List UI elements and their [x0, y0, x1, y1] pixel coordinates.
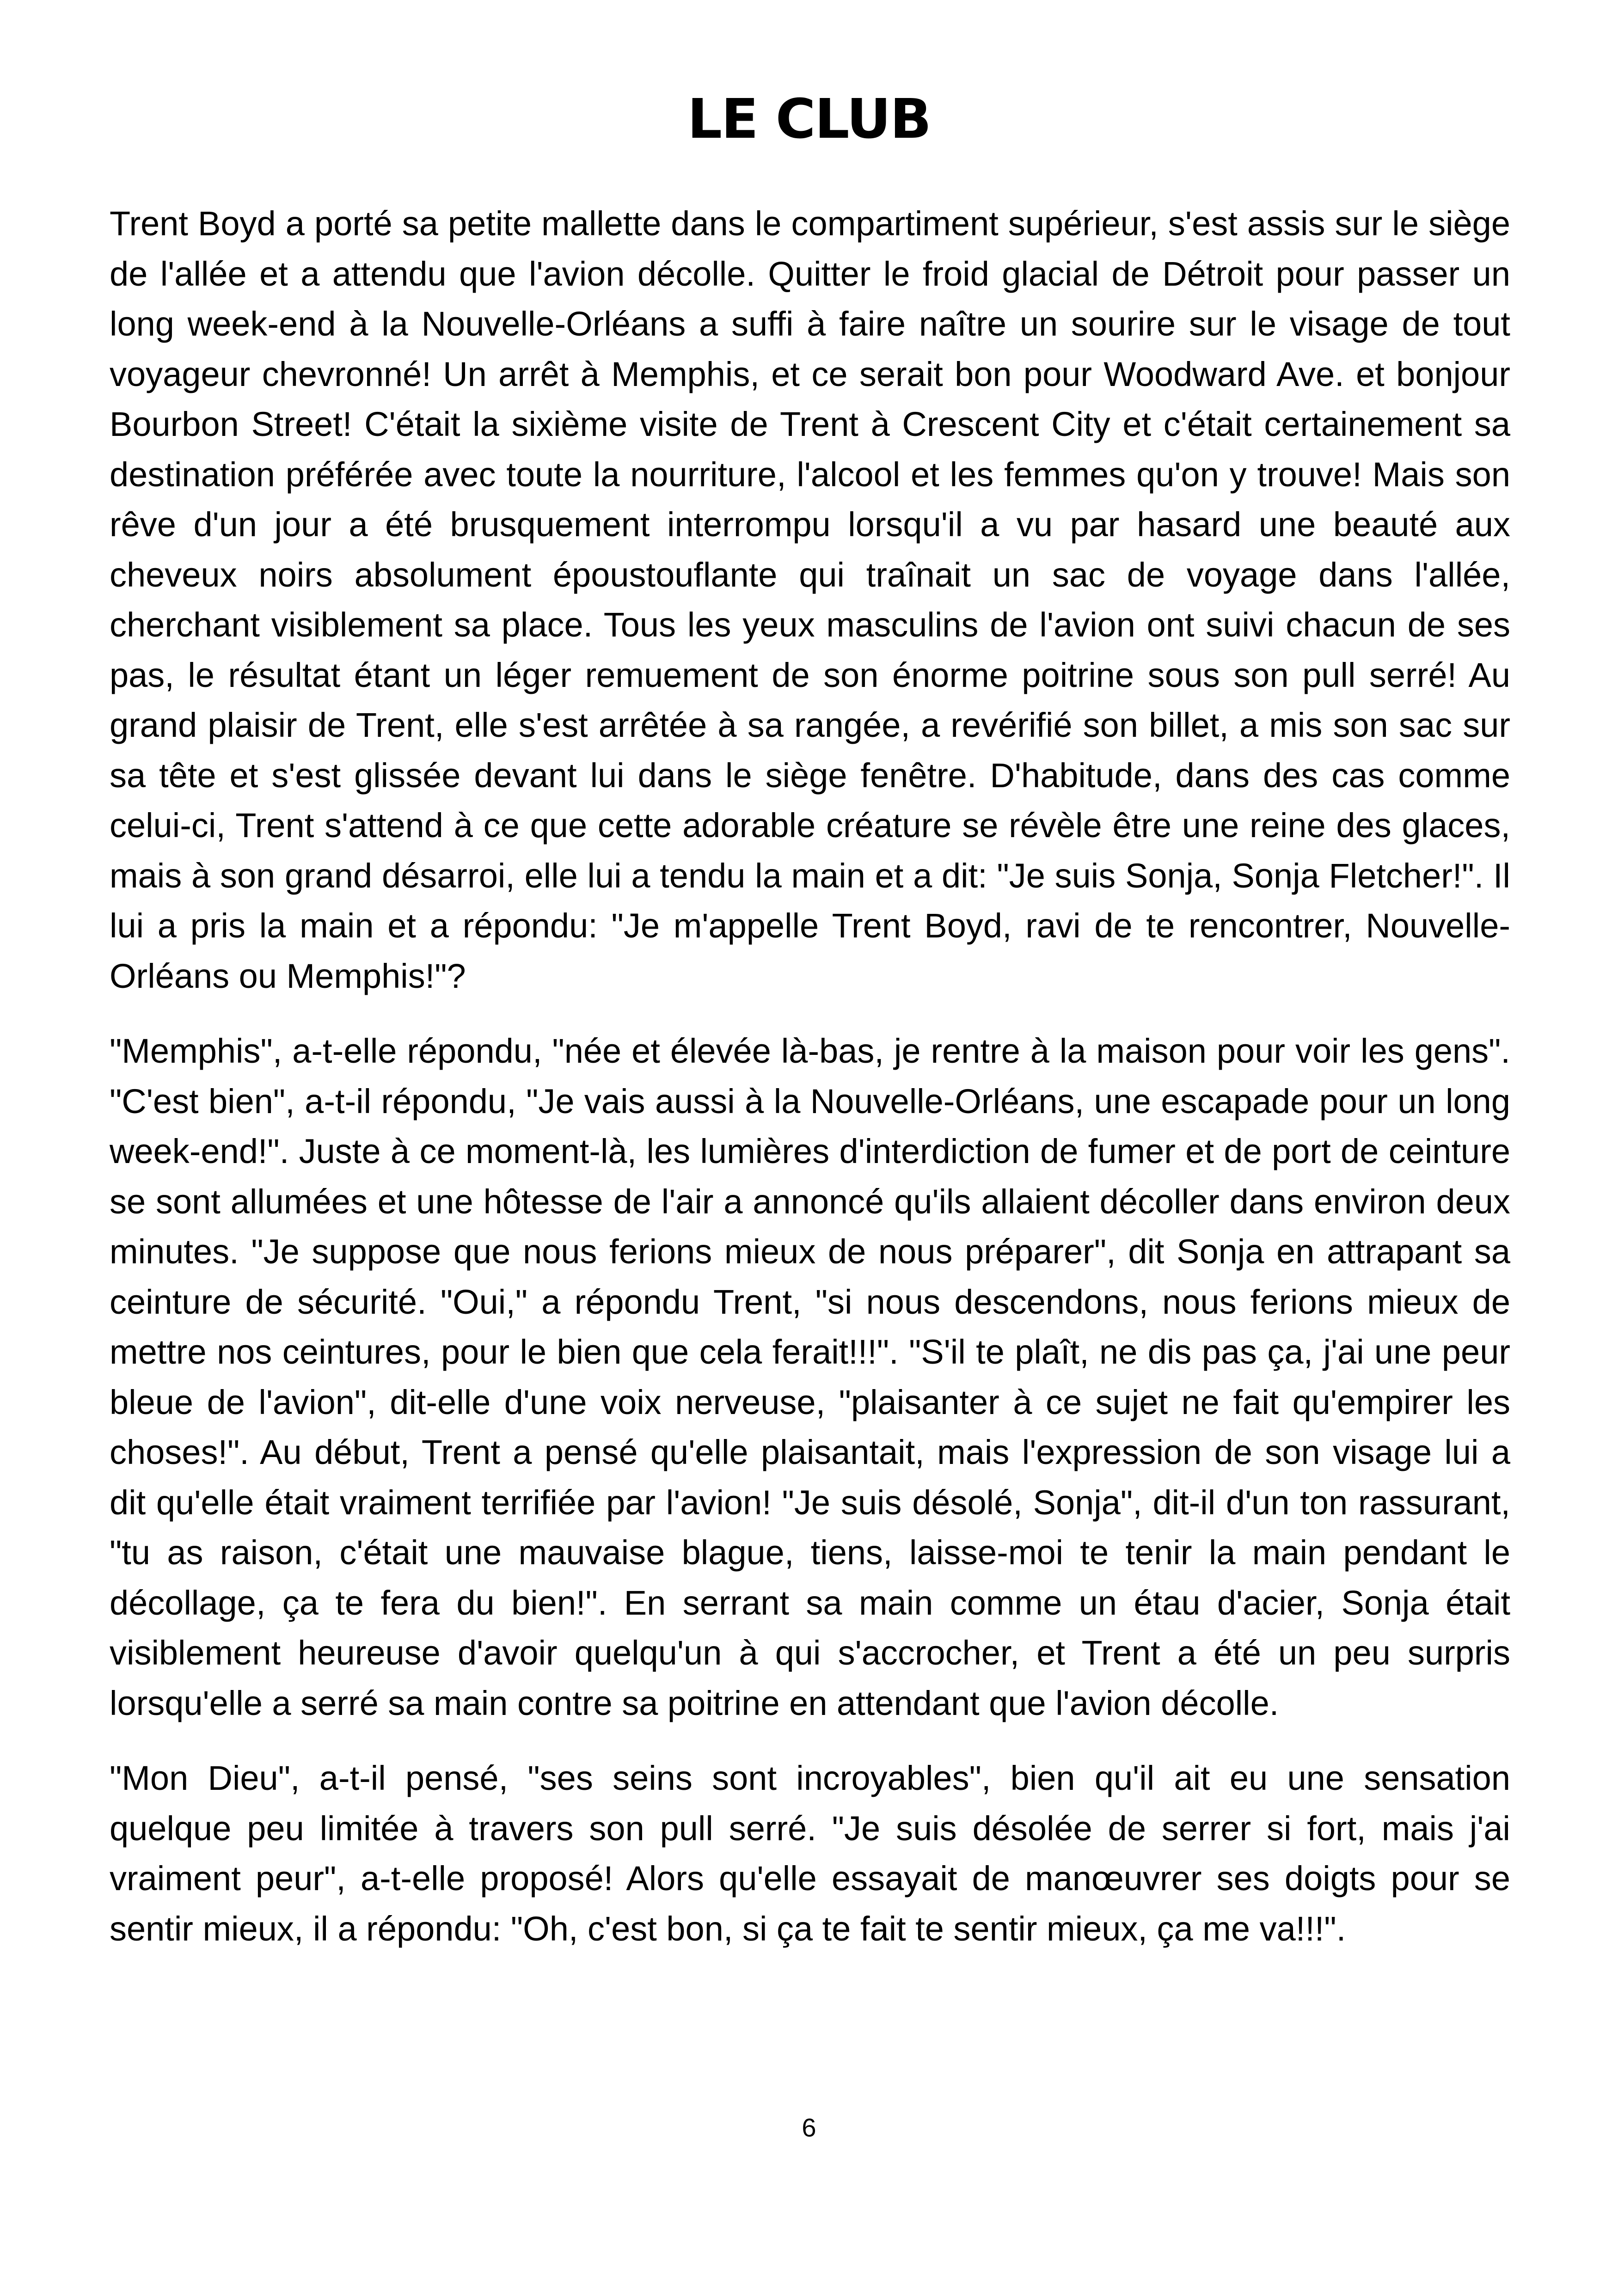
page-title: LE CLUB — [687, 87, 931, 151]
paragraph-1: Trent Boyd a porté sa petite mallette dans le compartiment supérieur, s'est assis sur le siège de l'allée et a attendu que l'avion décolle. Quitter le froid glacial de Détroit pour passer un long week-end à la Nouvelle-Orléans a suffi à faire naître un sourire sur le visage de tout voyageur chevronné! Un arrêt à Memphis, et ce serait bon pour Woodward Ave. et bonjour Bourbon Street! C'était la sixième visite de Trent à Crescent City et c'était certainement sa destination préférée avec toute la nourriture, l'alcool et les femmes qu'on y trouve! Mais son rêve d'un jour a été brusquement interrompu lorsqu'il a vu par hasard une beauté aux cheveux noirs absolument époustouflante qui traînait un sac de voyage dans l'allée, cherchant visiblement sa place. Tous les yeux masculins de l'avion ont suivi chacun de ses pas, le résultat étant un léger remuement de son énorme poitrine sous son pull serré! Au grand plaisir de Trent, elle s'est arrêtée à sa rangée, a revérifié son billet, a mis son sac sur sa tête et s'est glissée devant lui dans le siège fenêtre. D'habitude, dans des cas comme celui-ci, Trent s'attend à ce que cette adorable créature se révèle être une reine des glaces, mais à son grand désarroi, elle lui a tendu la main et a dit: "Je suis Sonja, Sonja Fletcher!". Il lui a pris la main et a répondu: "Je m'appelle Trent Boyd, ravi de te rencontrer, Nouvelle-Orléans ou Memphis!"? — [110, 204, 1510, 995]
paragraph-2: "Memphis", a-t-elle répondu, "née et élevée là-bas, je rentre à la maison pour voir les gens". "C'est bien", a-t-il répondu, "Je vais aussi à la Nouvelle-Orléans, une escapade pour un long week-end!". Juste à ce moment-là, les lumières d'interdiction de fumer et de port de ceinture se sont allumées et une hôtesse de l'air a annoncé qu'ils allaient décoller dans environ deux minutes. "Je suppose que nous ferions mieux de nous préparer", dit Sonja en attrapant sa ceinture de sécurité. "Oui," a répondu Trent, "si nous descendons, nous ferions mieux de mettre nos ceintures, pour le bien que cela ferait!!!". "S'il te plaît, ne dis pas ça, j'ai une peur bleue de l'avion", dit-elle d'une voix nerveuse, "plaisanter à ce sujet ne fait qu'empirer les choses!". Au début, Trent a pensé qu'elle plaisantait, mais l'expression de son visage lui a dit qu'elle était vraiment terrifiée par l'avion! "Je suis désolé, Sonja", dit-il d'un ton rassurant, "tu as raison, c'était une mauvaise blague, tiens, laisse-moi te tenir la main pendant le décollage, ça te fera du bien!". En serrant sa main comme un étau d'acier, Sonja était visiblement heureuse d'avoir quelqu'un à qui s'accrocher, et Trent a été un peu surpris lorsqu'elle a serré sa main contre sa poitrine en attendant que l'avion décolle. — [110, 1032, 1510, 1722]
paragraph-3: "Mon Dieu", a-t-il pensé, "ses seins sont incroyables", bien qu'il ait eu une sensation quelque peu limitée à travers son pull serré. "Je suis désolée de serrer si fort, mais j'ai vraiment peur", a-t-elle proposé! Alors qu'elle essayait de manœuvrer ses doigts pour se sentir mieux, il a répondu: "Oh, c'est bon, si ça te fait te sentir mieux, ça me va!!!". — [110, 1759, 1510, 1948]
page-number: 6 — [802, 2113, 816, 2142]
body-text — [110, 199, 1510, 1979]
